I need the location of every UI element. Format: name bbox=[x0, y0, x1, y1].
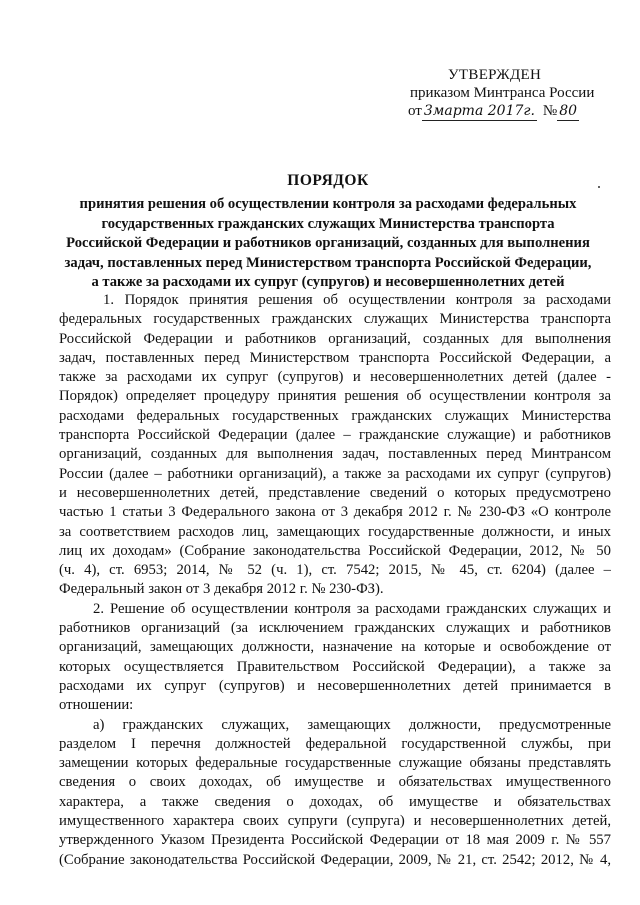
body-line: а) гражданских служащих, замещающих должности, предусмотренные bbox=[93, 716, 611, 733]
body-line: и несовершеннолетних детей, представление сведений о которых предусмотрено bbox=[59, 484, 611, 501]
subject-line: принятия решения об осуществлении контроля за расходами федеральных bbox=[79, 196, 577, 212]
body-line: организаций, замещающих должности, назначение на которые и освобождение от bbox=[59, 639, 611, 656]
body-line: частью 1 статьи 3 Федерального закона от 3 декабря 2012 г. № 230-ФЗ «О контроле bbox=[59, 504, 611, 521]
body-line: Федеральный закон от 3 декабря 2012 г. № 230-ФЗ). bbox=[59, 581, 384, 598]
subject-line: государственных гражданских служащих Министерства транспорта bbox=[101, 215, 555, 232]
body-line: отношении: bbox=[59, 697, 134, 714]
scan-speck bbox=[598, 186, 600, 188]
approval-date-line bbox=[408, 102, 618, 121]
document-title: ПОРЯДОК bbox=[287, 172, 369, 189]
handwritten-number: 80 bbox=[559, 103, 578, 119]
body-line: (ч. 4), ст. 6953; 2014, № 52 (ч. 1), ст. 7542; 2015, № 45, ст. 6204) (далее – bbox=[59, 562, 611, 579]
body-line: лиц их доходам» (Собрание законодательства Российской Федерации, 2012, № 50 bbox=[59, 542, 611, 559]
body-line: за соответствием расходов лиц, замещающих государственные должности, и иных bbox=[59, 523, 611, 540]
document-body bbox=[59, 291, 611, 870]
approval-title: УТВЕРЖДЕН bbox=[448, 67, 542, 83]
body-line: федеральных государственных гражданских служащих Министерства транспорта bbox=[59, 311, 611, 328]
body-line: Российской Федерации и работников организаций, созданных для выполнения bbox=[59, 330, 611, 347]
document-subject bbox=[60, 195, 596, 293]
date-prefix: от bbox=[408, 103, 422, 119]
body-line: транспорта Российской Федерации (далее – гражданские служащие) и работников bbox=[59, 427, 611, 444]
body-line: 2. Решение об осуществлении контроля за расходами гражданских служащих и bbox=[93, 600, 611, 617]
handwritten-date: 3марта 2017г. bbox=[423, 103, 535, 119]
body-line: расходами федеральных государственных гражданских служащих Министерства bbox=[59, 407, 611, 424]
body-line: утвержденного Указом Президента Российской Федерации от 18 мая 2009 г. № 557 bbox=[59, 832, 611, 849]
body-line: организаций, созданных для выполнения задач, поставленных перед Минтрансом bbox=[59, 446, 611, 463]
body-line: также за расходами их супруг (супругов) и несовершеннолетних детей (далее - bbox=[59, 369, 611, 386]
approval-stamp bbox=[408, 66, 618, 121]
body-line: 1. Порядок принятия решения об осуществлении контроля за расходами bbox=[103, 292, 611, 308]
subject-line: задач, поставленных перед Министерством транспорта Российской Федерации, bbox=[64, 254, 592, 271]
body-line: характера, а также сведения о доходах, об имуществе и обязательствах bbox=[59, 793, 611, 810]
body-line: Порядок) определяет процедуру принятия решения об осуществлении контроля за bbox=[59, 388, 611, 405]
subject-line: а также за расходами их супруг (супругов) и несовершеннолетних детей bbox=[91, 274, 565, 290]
body-line: задач, поставленных перед Министерством транспорта Российской Федерации, а bbox=[59, 349, 611, 366]
number-sign: № bbox=[542, 103, 558, 119]
body-line: разделом I перечня должностей федеральной государственной службы, при bbox=[59, 735, 611, 752]
body-line: замещении которых федеральные государственные служащие обязаны представлять bbox=[59, 755, 611, 772]
body-line: которых осуществляется Правительством Российской Федерации), а также за bbox=[59, 658, 611, 675]
body-line: сведения о своих доходах, об имуществе и обязательствах имущественного bbox=[59, 774, 611, 791]
body-line: (Собрание законодательства Российской Федерации, 2009, № 21, ст. 2542; 2012, № 4, bbox=[59, 851, 611, 868]
body-line: имущественного характера своих супруги (супруга) и несовершеннолетних детей, bbox=[59, 813, 611, 830]
subject-line: Российской Федерации и работников организаций, созданных для выполнения bbox=[66, 235, 590, 251]
body-line: расходами их супруг (супругов) и несовершеннолетних детей принимается в bbox=[59, 677, 611, 694]
approval-order-line: приказом Минтранса России bbox=[410, 85, 595, 101]
body-line: работников организаций (за исключением гражданских служащих и работников bbox=[59, 620, 611, 637]
body-line: России (далее – работники организаций), а также за расходами их супруг (супругов) bbox=[59, 465, 611, 482]
